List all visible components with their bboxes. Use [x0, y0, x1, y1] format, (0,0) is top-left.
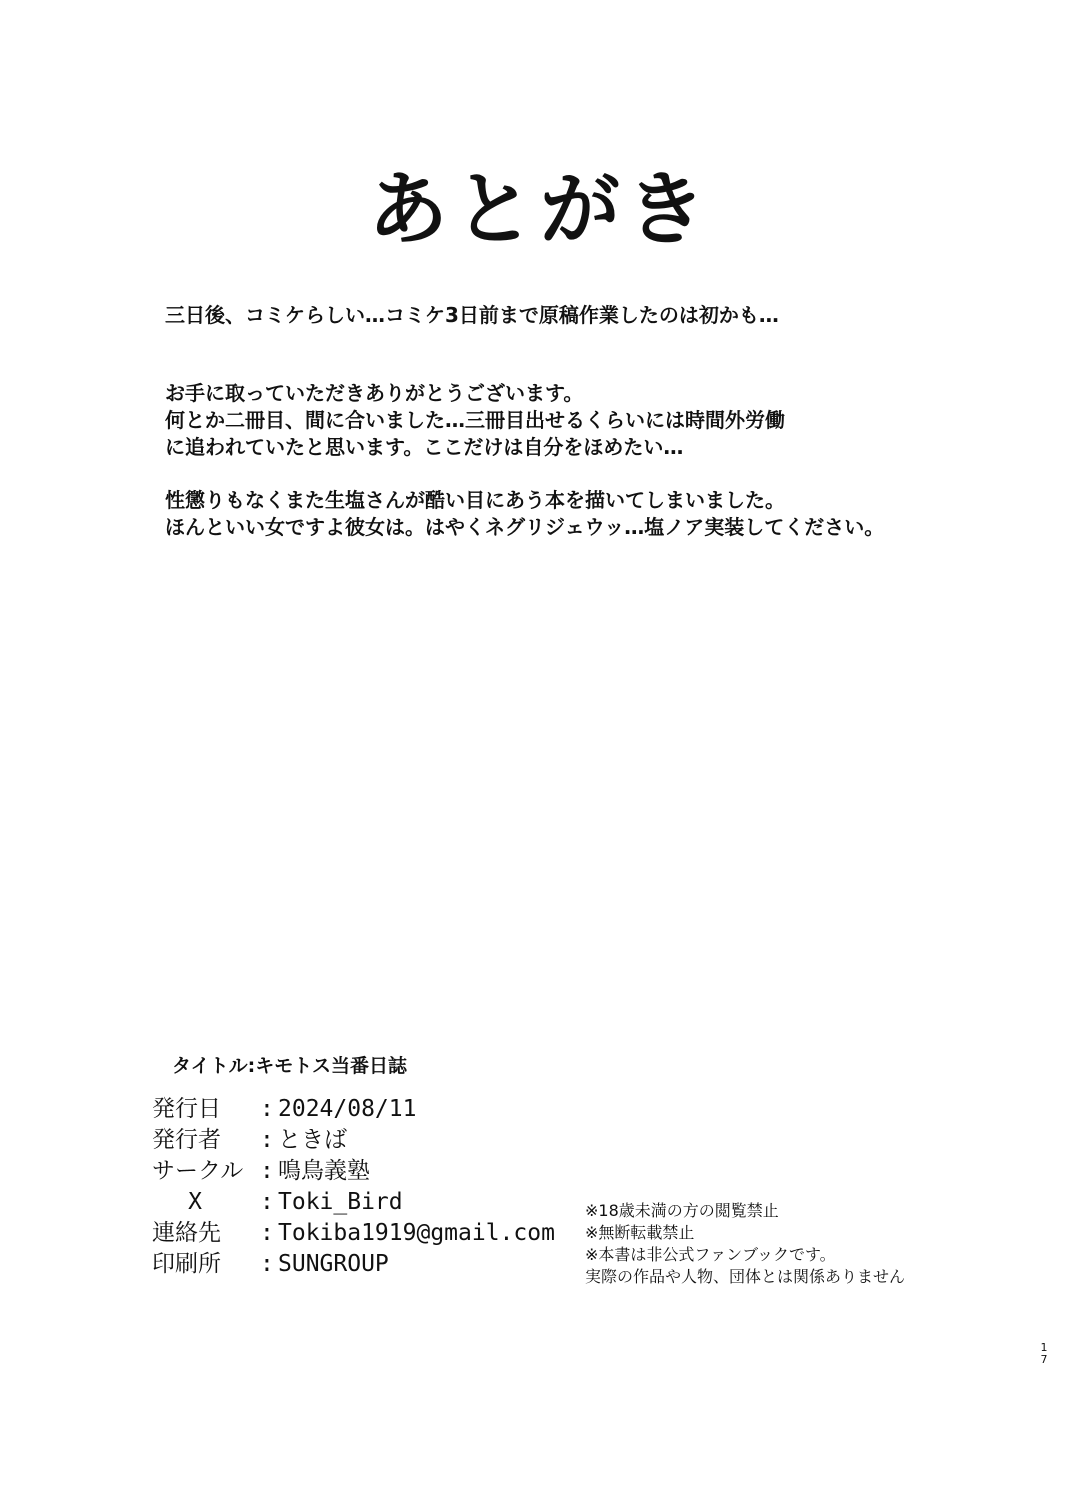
colophon-value: ときば	[278, 1127, 347, 1153]
paragraph-line: 性懲りもなくまた生塩さんが酷い目にあう本を描いてしまいました。	[165, 488, 785, 512]
colophon-separator: :	[260, 1127, 274, 1153]
colophon-separator: :	[260, 1158, 274, 1184]
paragraph-thanks	[165, 380, 1025, 461]
lead-text: 三日後、コミケらしい…コミケ3日前まで原稿作業したのは初かも…	[165, 303, 779, 327]
notice-line: ※本書は非公式ファンブックです。	[585, 1245, 836, 1264]
colophon-label: X	[188, 1189, 202, 1215]
colophon	[152, 1094, 555, 1280]
colophon-separator: :	[260, 1251, 274, 1277]
colophon-row-publisher	[152, 1125, 555, 1156]
colophon-label: 発行者	[152, 1127, 221, 1153]
colophon-label: 発行日	[152, 1096, 221, 1122]
notice-line: ※無断転載禁止	[585, 1223, 695, 1242]
colophon-value: Tokiba1919@gmail.com	[278, 1220, 555, 1246]
colophon-value: 2024/08/11	[278, 1096, 417, 1122]
colophon-row-contact	[152, 1218, 555, 1249]
page-number-digit: 1	[1040, 1341, 1048, 1354]
colophon-label: 連絡先	[152, 1220, 221, 1246]
colophon-label: サークル	[152, 1158, 244, 1184]
colophon-value: SUNGROUP	[278, 1251, 389, 1277]
paragraph-line: に追われていたと思います。ここだけは自分をほめたい…	[165, 435, 684, 459]
colophon-title: タイトル:キモトス当番日誌	[172, 1055, 408, 1077]
colophon-value: Toki_Bird	[278, 1189, 403, 1215]
colophon-separator: :	[260, 1220, 274, 1246]
paragraph-line: お手に取っていただきありがとうございます。	[165, 381, 584, 405]
page-number	[1038, 1342, 1050, 1366]
paragraph-line: 何とか二冊目、間に合いました…三冊目出せるくらいには時間外労働	[165, 408, 785, 432]
page-title: あとがき	[368, 163, 712, 256]
colophon-separator: :	[260, 1189, 274, 1215]
colophon-row-x	[152, 1187, 555, 1218]
paragraph-comment	[165, 487, 1025, 541]
lead-line	[165, 302, 1025, 329]
colophon-value: 鳴鳥義塾	[278, 1158, 370, 1184]
page-number-digit: 7	[1040, 1353, 1048, 1366]
paragraph-line: ほんといい女ですよ彼女は。はやくネグリジェウッ…塩ノア実装してください。	[165, 515, 885, 539]
notice-line: 実際の作品や人物、団体とは関係ありません	[585, 1267, 906, 1286]
colophon-row-printer	[152, 1249, 555, 1280]
notices	[585, 1200, 905, 1288]
colophon-row-circle	[152, 1156, 555, 1187]
colophon-row-date	[152, 1094, 555, 1125]
colophon-label: 印刷所	[152, 1251, 221, 1277]
colophon-separator: :	[260, 1096, 274, 1122]
notice-line: ※18歳未満の方の閲覧禁止	[585, 1201, 779, 1220]
